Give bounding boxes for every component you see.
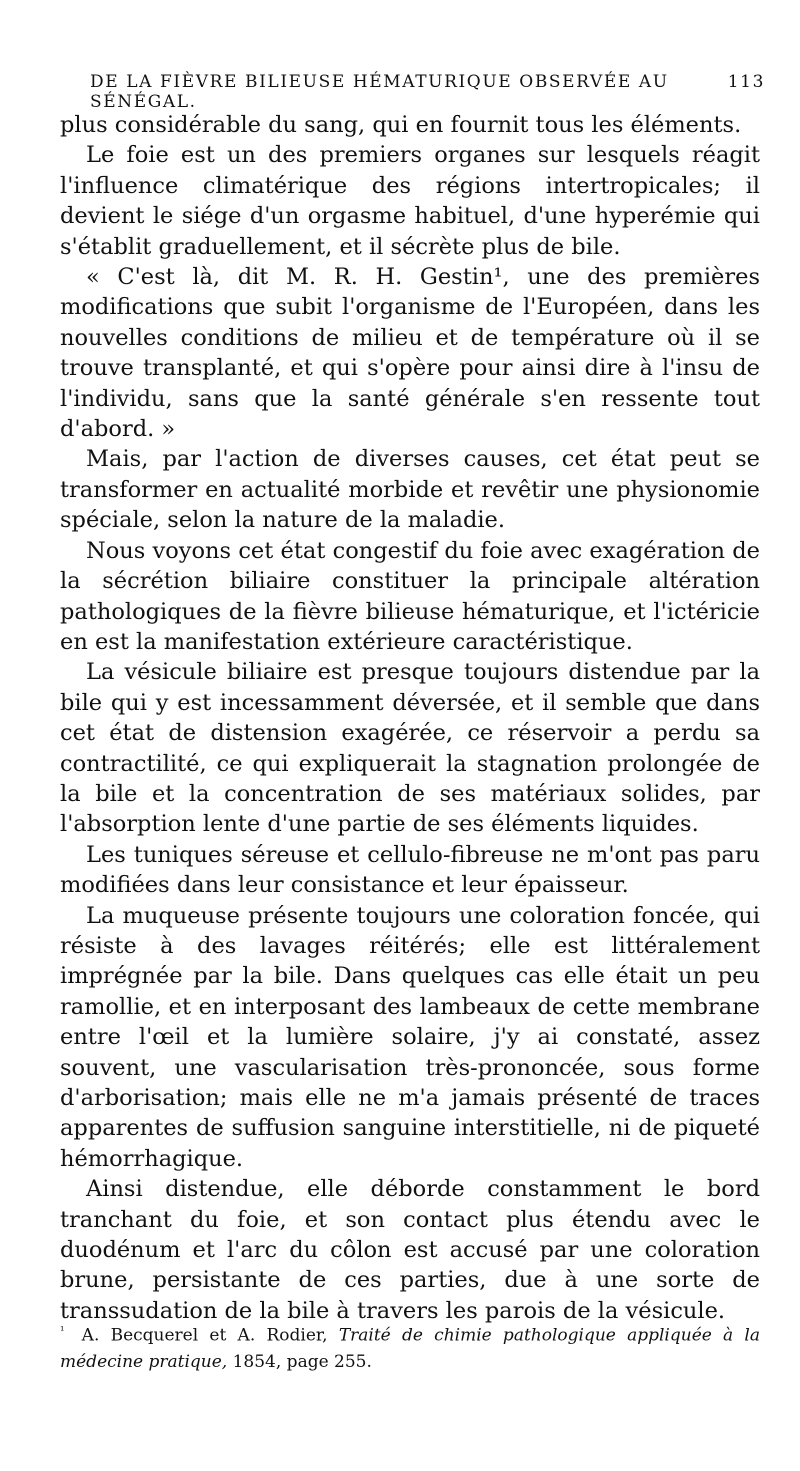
paragraph: Le foie est un des premiers organes sur lesquels réagit l'influence climatérique des régions intertropicales; il devient le siége d'un orgasme habituel, d'une hyperémie qui s'établit graduellement, et il sécrète plus de bile. [60,142,760,260]
paragraph: Ainsi distendue, elle déborde constamment le bord tranchant du foie, et son contact plus étendu avec le duodénum et l'arc du côlon est accusé par une coloration brune, persistante de ces parties, due à une sorte de transsudation de la bile à travers les parois de la vésicule. [60,1176,760,1324]
body-text [60,110,760,1326]
page-header [90,72,765,112]
footnote-mark: ¹ [60,1324,65,1337]
page-number: 113 [727,72,765,92]
footnote-title: Traité de chimie pathologique appliquée à la médecine pratique, [60,1325,761,1372]
paragraph: « C'est là, dit M. R. H. Gestin¹, une des premières modifications que subit l'organisme de l'Européen, dans les nouvelles conditions de milieu et de température où il se trouve transplanté, et qui s'opère pour ainsi dire à l'insu de l'individu, sans que la santé générale s'en ressente tout d'abord. » [60,264,760,443]
paragraph: Nous voyons cet état congestif du foie avec exagération de la sécrétion biliaire constituer la principale altération pathologiques de la fièvre bilieuse hématurique, et l'ictéricie en est la manifestation extérieure caractéristique. [60,537,760,655]
running-title: DE LA FIÈVRE BILIEUSE HÉMATURIQUE OBSERVÉE AU SÉNÉGAL. [90,72,669,112]
paragraph: plus considérable du sang, qui en fournit tous les éléments. [60,112,742,138]
paragraph: La vésicule biliaire est presque toujours distendue par la bile qui y est incessamment déversée, et il semble que dans cet état de distension exagérée, ce réservoir a perdu sa contractilité, ce qui expliquerait la stagnation prolongée de la bile et la concentration de ses matériaux solides, par l'absorption lente d'une partie de ses éléments liquides. [60,659,760,838]
footnote-details: 1854, page 255. [232,1351,372,1372]
paragraph: La muqueuse présente toujours une coloration foncée, qui résiste à des lavages réitérés; elle est littéralement imprégnée par la bile. Dans quelques cas elle était un peu ramollie, et en interposant des lambeaux de cette membrane entre l'œil et la lumière solaire, j'y ai constaté, assez souvent, une vascularisation très-prononcée, sous forme d'arborisation; mais elle ne m'a jamais présenté de traces apparentes de suffusion sanguine interstitielle, ni de piqueté hémorrhagique. [60,902,760,1172]
paragraph: Mais, par l'action de diverses causes, cet état peut se transformer en actualité morbide et revêtir une physionomie spéciale, selon la nature de la maladie. [60,446,760,534]
footnote [60,1318,760,1375]
footnote-authors: A. Becquerel et A. Rodier, [81,1325,328,1346]
paragraph: Les tuniques séreuse et cellulo-fibreuse ne m'ont pas paru modifiées dans leur consistance et leur épaisseur. [60,841,760,899]
